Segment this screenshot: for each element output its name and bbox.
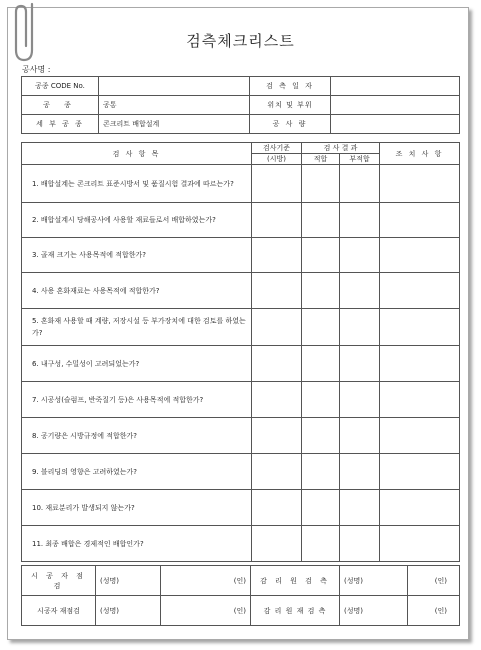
checklist-row	[22, 165, 460, 203]
info-label: 공 종	[22, 96, 99, 115]
action-cell[interactable]	[380, 165, 460, 203]
checklist-row	[22, 203, 460, 238]
pass-cell[interactable]	[302, 490, 340, 526]
checklist-item: 7. 시공성(슬럼프, 반죽질기 등)은 사용목적에 적합한가?	[22, 382, 252, 418]
checklist-row	[22, 526, 460, 562]
pass-cell[interactable]	[302, 526, 340, 562]
criteria-cell[interactable]	[252, 273, 302, 309]
fail-cell[interactable]	[340, 382, 380, 418]
info-value[interactable]	[99, 77, 250, 96]
info-row	[22, 96, 460, 115]
signature-seal[interactable]: (인)	[161, 596, 251, 626]
info-row	[22, 77, 460, 96]
checklist-item: 8. 공기량은 시방규정에 적합한가?	[22, 418, 252, 454]
signature-label: 시 공 자 점 검	[22, 566, 96, 596]
info-label: 세 부 공 종	[22, 115, 99, 134]
checklist-row	[22, 490, 460, 526]
site-name-label: 공사명 :	[22, 65, 51, 74]
header-action: 조 치 사 항	[380, 143, 460, 165]
header-criteria: 검사기준	[252, 143, 302, 154]
fail-cell[interactable]	[340, 346, 380, 382]
signature-name[interactable]: (성명)	[96, 596, 161, 626]
checklist-item: 6. 내구성, 수밀성이 고려되었는가?	[22, 346, 252, 382]
action-cell[interactable]	[380, 526, 460, 562]
criteria-cell[interactable]	[252, 309, 302, 346]
pass-cell[interactable]	[302, 309, 340, 346]
checklist-item: 5. 혼화재 사용할 때 계량, 저장시설 등 부가장치에 대한 검토를 하였는가?	[22, 309, 252, 346]
signature-name[interactable]: (성명)	[96, 566, 161, 596]
checklist-table	[21, 142, 460, 562]
signature-label: 감 리 원 재 검 측	[251, 596, 340, 626]
criteria-cell[interactable]	[252, 382, 302, 418]
info-label: 위치 및 부위	[250, 96, 331, 115]
checklist-row	[22, 346, 460, 382]
pass-cell[interactable]	[302, 203, 340, 238]
pass-cell[interactable]	[302, 418, 340, 454]
header-pass: 적합	[302, 154, 340, 165]
header-result: 검 사 결 과	[302, 143, 380, 154]
pass-cell[interactable]	[302, 238, 340, 273]
action-cell[interactable]	[380, 309, 460, 346]
criteria-cell[interactable]	[252, 238, 302, 273]
criteria-cell[interactable]	[252, 526, 302, 562]
criteria-cell[interactable]	[252, 165, 302, 203]
info-table	[21, 76, 460, 134]
fail-cell[interactable]	[340, 203, 380, 238]
checklist-item: 11. 최종 배합은 경제적인 배합인가?	[22, 526, 252, 562]
info-value[interactable]	[331, 115, 460, 134]
signature-name[interactable]: (성명)	[340, 596, 408, 626]
criteria-cell[interactable]	[252, 418, 302, 454]
info-value[interactable]	[331, 96, 460, 115]
checklist-item: 4. 사용 혼화재료는 사용목적에 적합한가?	[22, 273, 252, 309]
pass-cell[interactable]	[302, 165, 340, 203]
header-fail: 부적합	[340, 154, 380, 165]
signature-label: 시공자 재점검	[22, 596, 96, 626]
info-label: 공종 CODE No.	[22, 77, 99, 96]
header-row	[22, 143, 460, 154]
action-cell[interactable]	[380, 454, 460, 490]
pass-cell[interactable]	[302, 346, 340, 382]
checklist-row	[22, 309, 460, 346]
action-cell[interactable]	[380, 418, 460, 454]
fail-cell[interactable]	[340, 490, 380, 526]
fail-cell[interactable]	[340, 454, 380, 490]
info-label: 검 측 일 자	[250, 77, 331, 96]
criteria-cell[interactable]	[252, 346, 302, 382]
action-cell[interactable]	[380, 238, 460, 273]
fail-cell[interactable]	[340, 526, 380, 562]
header-criteria-sub: (시방)	[252, 154, 302, 165]
criteria-cell[interactable]	[252, 454, 302, 490]
checklist-row	[22, 273, 460, 309]
checklist-row	[22, 238, 460, 273]
fail-cell[interactable]	[340, 273, 380, 309]
checklist-row	[22, 418, 460, 454]
checklist-item: 9. 블리딩의 영향은 고려하였는가?	[22, 454, 252, 490]
signature-name[interactable]: (성명)	[340, 566, 408, 596]
signature-table	[21, 565, 460, 626]
pass-cell[interactable]	[302, 454, 340, 490]
info-value[interactable]: 콘크리트 배합설계	[99, 115, 250, 134]
criteria-cell[interactable]	[252, 203, 302, 238]
checklist-item: 1. 배합설계는 콘크리트 표준시방서 및 품질시험 결과에 따르는가?	[22, 165, 252, 203]
checklist-item: 2. 배합설계시 당해공사에 사용할 재료들로서 배합하였는가?	[22, 203, 252, 238]
checklist-row	[22, 454, 460, 490]
fail-cell[interactable]	[340, 309, 380, 346]
info-label: 공 사 량	[250, 115, 331, 134]
signature-row	[22, 596, 460, 626]
signature-label: 감 리 원 검 측	[251, 566, 340, 596]
pass-cell[interactable]	[302, 273, 340, 309]
checklist-row	[22, 382, 460, 418]
header-items: 검 사 항 목	[22, 143, 252, 165]
signature-seal[interactable]: (인)	[408, 596, 460, 626]
signature-row	[22, 566, 460, 596]
checklist-item: 10. 재료분리가 발생되지 않는가?	[22, 490, 252, 526]
signature-seal[interactable]: (인)	[161, 566, 251, 596]
info-value[interactable]	[331, 77, 460, 96]
info-row	[22, 115, 460, 134]
action-cell[interactable]	[380, 490, 460, 526]
action-cell[interactable]	[380, 273, 460, 309]
fail-cell[interactable]	[340, 165, 380, 203]
fail-cell[interactable]	[340, 238, 380, 273]
signature-seal[interactable]: (인)	[408, 566, 460, 596]
action-cell[interactable]	[380, 346, 460, 382]
pass-cell[interactable]	[302, 382, 340, 418]
criteria-cell[interactable]	[252, 490, 302, 526]
action-cell[interactable]	[380, 203, 460, 238]
page-title: 검측체크리스트	[186, 32, 295, 50]
info-value[interactable]: 공통	[99, 96, 250, 115]
checklist-item: 3. 골재 크기는 사용목적에 적합한가?	[22, 238, 252, 273]
action-cell[interactable]	[380, 382, 460, 418]
fail-cell[interactable]	[340, 418, 380, 454]
